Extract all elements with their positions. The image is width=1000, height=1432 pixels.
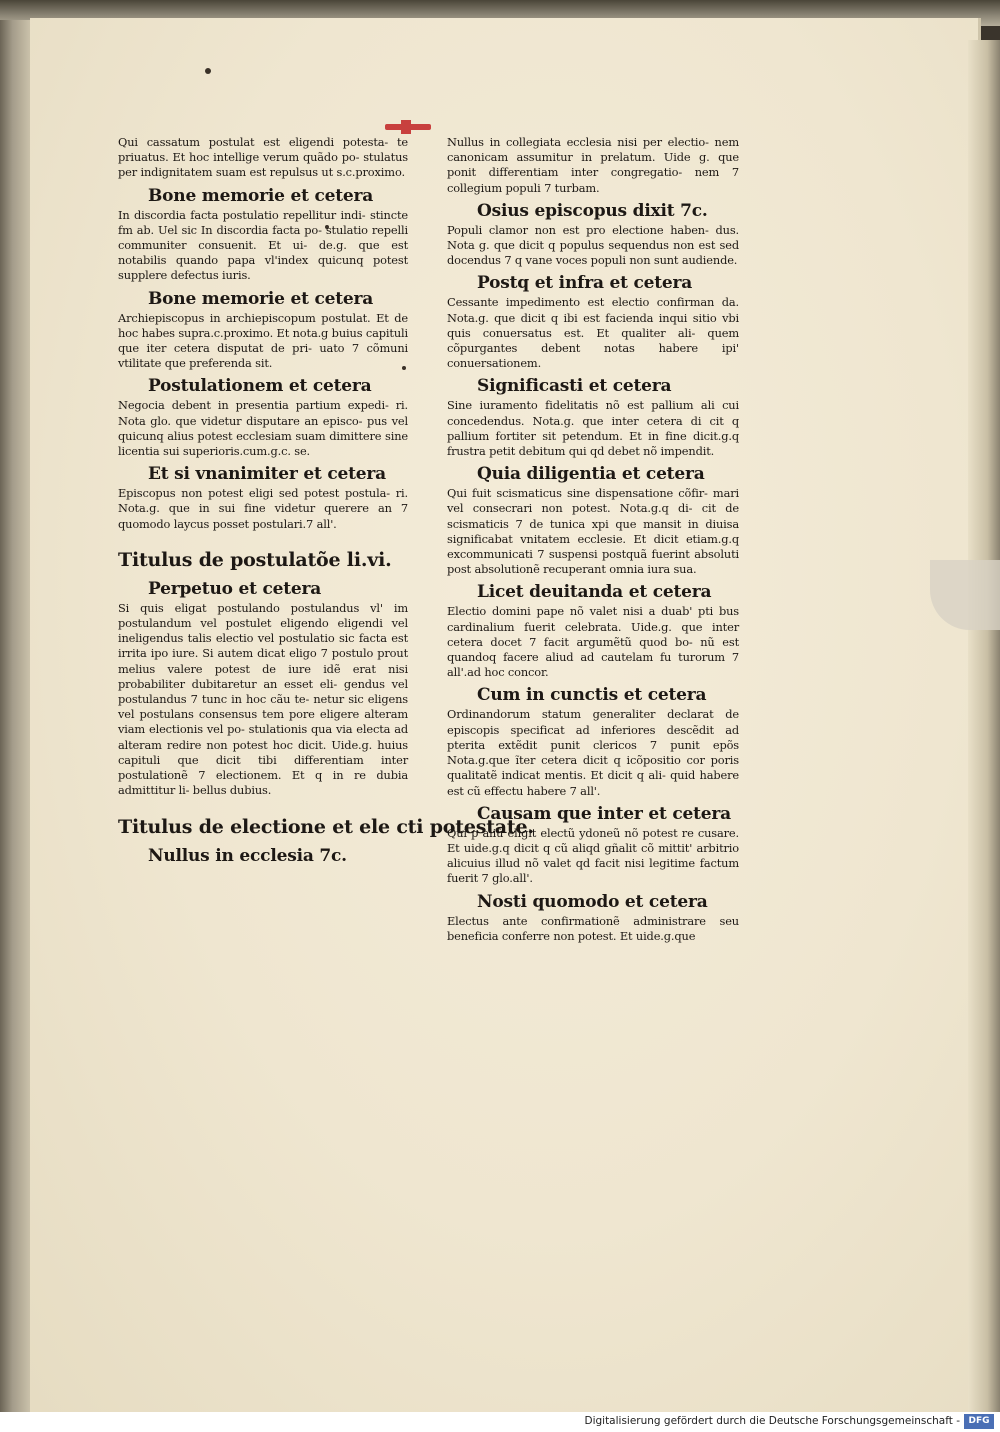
- page-stain: [205, 68, 211, 74]
- section-heading: Causam que inter et cetera: [477, 803, 731, 824]
- section-heading: Bone memorie et cetera: [148, 288, 374, 309]
- funding-credit: Digitalisierung gefördert durch die Deutsche Forschungsgemeinschaft -: [584, 1415, 960, 1427]
- left-text-column: [118, 135, 534, 868]
- paragraph: Electus ante confirmationẽ administrare seu beneficia conferre non potest. Et uide.g.que: [447, 913, 739, 943]
- paragraph: Episcopus non potest eligi sed potest postula- ri. Nota.g. que in sui fine videtur querere an 7 quomodo laycus posset postulari.7 all'.: [118, 486, 408, 531]
- paragraph: Qui cassatum postulat est eligendi potesta- te priuatus. Et hoc intellige verum quãdo po- stulatus per indignitatem suam est repulsus ut s.c.proximo.: [118, 135, 408, 180]
- dfg-logo: DFG: [964, 1414, 994, 1429]
- right-text-column: [447, 135, 739, 946]
- section-heading: Nullus in ecclesia 7c.: [148, 845, 347, 866]
- paragraph: Cessante impedimento est electio confirman da. Nota.g. que dicit q ibi est facienda inqui sitio vbi quis conuersatus est. Et qualiter ali- quem cõpurgantes debent notas habere ipi' conuersationem.: [447, 295, 739, 371]
- folio-mark: [385, 124, 431, 130]
- title-heading: Titulus de electione et ele cti potestate.: [118, 815, 534, 838]
- paragraph: Negocia debent in presentia partium expedi- ri. Nota glo. que videtur disputare an episco- pus vel quicunq alius potest ecclesiam suam dimittere sine licentia sui superioris.cum.g.c. se.: [118, 398, 408, 459]
- paragraph: Populi clamor non est pro electione haben- dus. Nota g. que dicit q populus sequendus non est sed docendus 7 q vane voces populi non sunt audiende.: [447, 222, 739, 268]
- section-heading: Perpetuo et cetera: [148, 578, 322, 599]
- paragraph: Archiepiscopus in archiepiscopum postulat. Et de hoc habes supra.c.proximo. Et nota.g buius capituli que iter cetera disputat de pri- uato 7 cõmuni vtilitate que preferenda sit.: [118, 310, 408, 371]
- page-fore-edge: [968, 40, 1000, 1412]
- section-heading: Nosti quomodo et cetera: [477, 891, 708, 912]
- section-heading: Licet deuitanda et cetera: [477, 582, 712, 603]
- section-heading: Significasti et cetera: [477, 376, 672, 397]
- section-heading: Bone memorie et cetera: [148, 185, 374, 206]
- paragraph: Qui fuit scismaticus sine dispensatione cõfir- mari vel consecrari non potest. Nota.g.q di- cit de scismaticis 7 de tunica xpi que mansit in diuisa significabat vnitatem ecclesie. Et dicit etiam.g.q excommunicati 7 suspensi postquã fuerint absoluti post absolutionẽ recuperant omnia iura sua.: [447, 486, 739, 577]
- section-heading: Quia diligentia et cetera: [477, 464, 705, 485]
- paragraph: Ordinandorum statum generaliter declarat de episcopis specificat ad inferiores descẽdit ad pterita extẽdit punit clericos 7 punit epõs Nota.g.que ĩter cetera dicit q icõpositio cor poris qualitatẽ indicat mentis. Et dicit q ali- quid habere est cũ effectu habere 7 all'.: [447, 707, 739, 798]
- paragraph: Nullus in collegiata ecclesia nisi per electio- nem canonicam assumitur in prelatum. Uide g. que ponit differentiam inter congregatio- nem 7 collegium populi 7 turbam.: [447, 135, 739, 195]
- paragraph: Si quis eligat postulando postulandus vl' im postulandum vel postulet eligendo eligendi vel ineligendus talis electio vel postulatio sic facta est irrita ipo iure. Si autem dicat eligo 7 postulo prout melius valere potest de iure idẽ erat nisi probabiliter dubitaretur an esset eli- gendus vel postulandus 7 tunc in hoc cãu te- netur sic eligens vel postulans consensus tem pore eligere alteram viam electionis vel po- stulationis qua via electa ad alteram redire non potest hoc dicit. Uide.g. huius capituli que dicit tibi differentiam inter postulationẽ 7 electionem. Et q in re dubia admittitur li- bellus dubius.: [118, 600, 408, 798]
- section-heading: Postq et infra et cetera: [477, 273, 693, 294]
- section-heading: Postulationem et cetera: [148, 376, 372, 397]
- section-heading: Cum in cunctis et cetera: [477, 685, 707, 706]
- paragraph: Qui p aliũ eligit electũ ydoneũ nõ potest re cusare. Et uide.g.q dicit q cũ aliqd gñalit cõ mittit' arbitrio alicuius illud nõ valet qd facit nisi legitime factum fuerit 7 glo.all'.: [447, 825, 739, 886]
- paragraph: Sine iuramento fidelitatis nõ est pallium ali cui concedendus. Nota.g. que inter cetera di cit q pallium fortiter sit petendum. Et in fine dicit.g.q frustra petit debitum qui qd debet nõ impendit.: [447, 398, 739, 459]
- section-heading: Et si vnanimiter et cetera: [148, 464, 386, 485]
- paragraph: In discordia facta postulatio repellitur indi- stincte fm ab. Uel sic In discordia facta po- stulatio repelli communiter consuenit. Et ui- de.g. que est notabilis quando papa vl'index quicunq potest supplere defectus iuris.: [118, 207, 408, 283]
- title-heading: Titulus de postulatõe li.vi.: [118, 548, 392, 571]
- footer-bar: [0, 1412, 1000, 1432]
- paragraph: Electio domini pape nõ valet nisi a duab' pti bus cardinalium fuerit celebrata. Uide.g. que inter cetera docet 7 facit argumẽtũ quod bo- nũ est quandoq facere aliud ad cautelam fu turorum 7 all'.ad hoc concor.: [447, 604, 739, 680]
- section-heading: Osius episcopus dixit 7c.: [477, 200, 708, 221]
